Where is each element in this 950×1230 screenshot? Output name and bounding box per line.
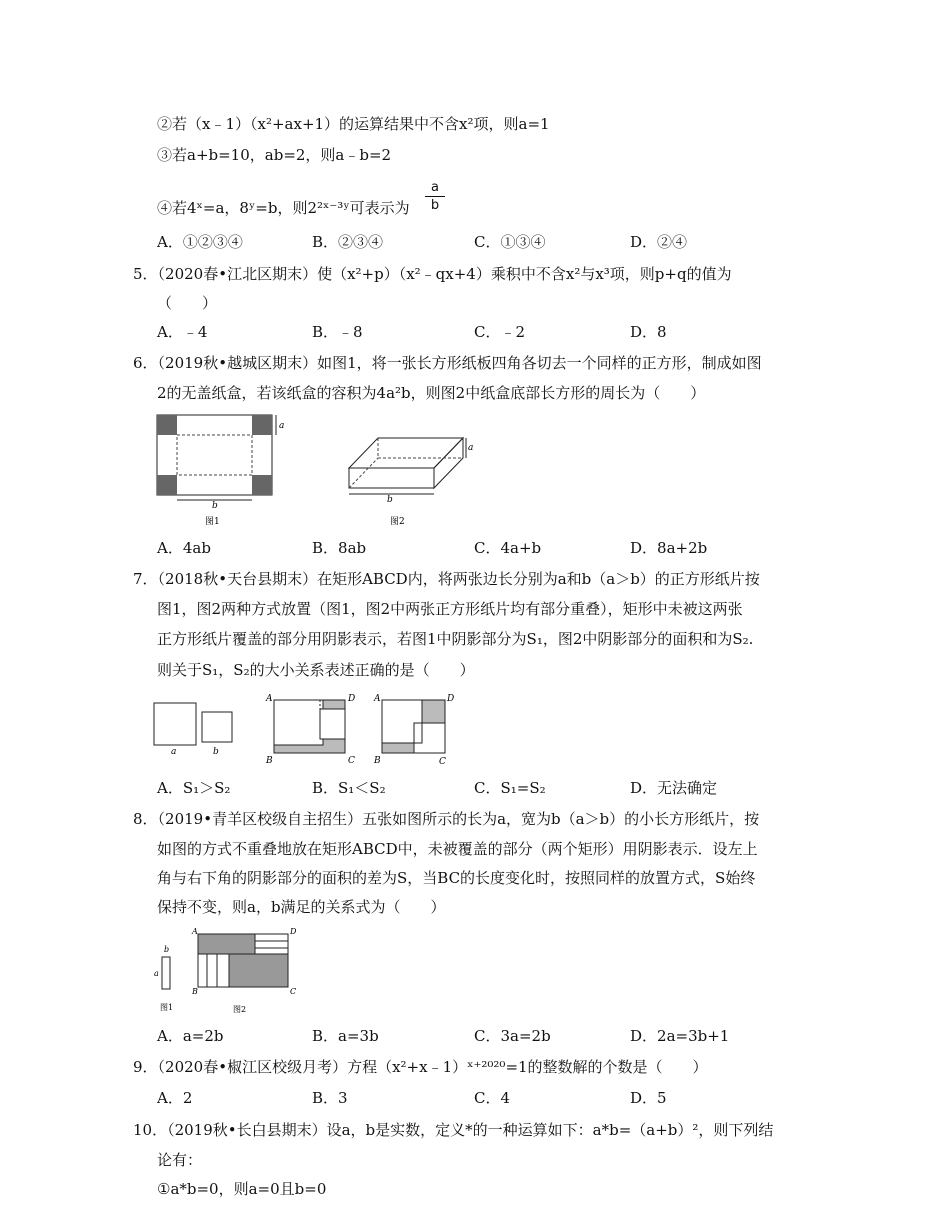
option-d[interactable]: D．8a+2b bbox=[630, 539, 708, 557]
vertex-A: A bbox=[374, 694, 381, 704]
q7-stem-line3: 正方形纸片覆盖的部分用阴影表示，若图1中阴影部分为S₁，图2中阴影部分的面积和为S₂. bbox=[157, 630, 754, 648]
option-a[interactable]: A．4ab bbox=[157, 539, 211, 557]
fraction-denominator: b bbox=[430, 198, 440, 213]
corner-square bbox=[157, 415, 177, 435]
label-b: b bbox=[164, 945, 170, 954]
label-a: a bbox=[279, 421, 285, 431]
shaded-top-left bbox=[198, 934, 255, 954]
q7-stem-line4: 则关于S₁，S₂的大小关系表述正确的是（ ） bbox=[157, 661, 475, 679]
label-a: a bbox=[171, 747, 177, 757]
fraction-numerator: a bbox=[431, 180, 439, 195]
option-c[interactable]: C．①③④ bbox=[474, 233, 546, 251]
fraction-bar bbox=[425, 196, 445, 197]
vertex-C: C bbox=[348, 756, 355, 766]
option-d[interactable]: D．8 bbox=[630, 323, 667, 341]
q8-options bbox=[157, 1026, 857, 1046]
option-c[interactable]: C．4 bbox=[474, 1089, 511, 1107]
q6-options bbox=[157, 538, 857, 558]
q9-options bbox=[157, 1088, 857, 1108]
fig1-caption: 图1 bbox=[205, 517, 220, 527]
q8-stem-line3: 角与右下角的阴影部分的面积的差为S，当BC的长度变化时，按照同样的放置方式，S始终 bbox=[157, 869, 756, 887]
strip bbox=[198, 954, 207, 987]
q5-blank: （ ） bbox=[157, 294, 218, 312]
q6-stem-line1: 6．（2019秋•越城区期末）如图1，将一张长方形纸板四角各切去一个同样的正方形，制成如图 bbox=[133, 354, 762, 372]
vertex-D: D bbox=[447, 694, 455, 704]
q8-figures bbox=[150, 922, 310, 1018]
vertex-B: B bbox=[192, 987, 198, 996]
option-b[interactable]: B．﹣8 bbox=[312, 323, 363, 341]
option-d[interactable]: D．②④ bbox=[630, 233, 688, 251]
q4-item3: ③若a+b=10，ab=2，则a﹣b=2 bbox=[157, 146, 392, 164]
vertex-C: C bbox=[290, 987, 297, 996]
vertex-D: D bbox=[290, 927, 297, 936]
option-b[interactable]: B．3 bbox=[312, 1089, 348, 1107]
label-b: b bbox=[213, 747, 219, 757]
q4-item2: ②若（x﹣1）（x²+ax+1）的运算结果中不含x²项，则a=1 bbox=[157, 115, 550, 133]
q6-figures bbox=[150, 410, 490, 532]
box-front bbox=[349, 468, 434, 488]
q4-item4: ④若4ˣ=a，8ʸ=b，则2²ˣ⁻³ʸ可表示为 bbox=[157, 199, 410, 217]
shaded-strip bbox=[382, 743, 414, 753]
strip bbox=[207, 954, 217, 987]
square-a-fig1 bbox=[274, 700, 323, 745]
q7-stem-line1: 7．（2018秋•天台县期末）在矩形ABCD内，将两张边长分别为a和b（a＞b）的正方形纸片按 bbox=[133, 570, 760, 588]
square-b-fig1 bbox=[320, 709, 345, 739]
q7-options bbox=[157, 778, 857, 798]
q6-stem-line2: 2的无盖纸盒，若该纸盒的容积为4a²b，则图2中纸盒底部长方形的周长为（ ） bbox=[157, 384, 706, 402]
option-b[interactable]: B．S₁＜S₂ bbox=[312, 779, 386, 797]
vertex-B: B bbox=[266, 756, 273, 766]
q10-stem-line2: 论有： bbox=[157, 1151, 203, 1169]
option-b[interactable]: B．a=3b bbox=[312, 1027, 379, 1045]
q8-stem-line4: 保持不变，则a，b满足的关系式为（ ） bbox=[157, 898, 446, 916]
q4-fraction bbox=[425, 180, 445, 213]
box-side bbox=[434, 438, 463, 488]
vertex-C: C bbox=[439, 757, 446, 767]
fold-lines bbox=[177, 435, 252, 475]
q8-stem-line2: 如图的方式不重叠地放在矩形ABCD中，未被覆盖的部分（两个矩形）用阴影表示．设左上 bbox=[157, 840, 758, 858]
q8-stem-line1: 8．（2019•青羊区校级自主招生）五张如图所示的长为a，宽为b（a＞b）的小长方形纸片，按 bbox=[133, 810, 760, 828]
square-a bbox=[154, 703, 196, 745]
strip bbox=[217, 954, 229, 987]
q10-stem-line1: 10．（2019秋•长白县期末）设a，b是实数，定义*的一种运算如下：a*b=（a+b）²，则下列结 bbox=[133, 1121, 774, 1139]
fig1-caption: 图1 bbox=[160, 1003, 174, 1012]
shaded-corner bbox=[422, 700, 445, 723]
q7-stem-line2: 图1，图2两种方式放置（图1，图2中两张正方形纸片均有部分重叠），矩形中未被这两张 bbox=[157, 600, 743, 618]
label-b: b bbox=[387, 495, 393, 505]
label-b: b bbox=[212, 501, 218, 511]
strip bbox=[255, 934, 288, 941]
option-a[interactable]: A．a=2b bbox=[157, 1027, 224, 1045]
option-a[interactable]: A．﹣4 bbox=[157, 323, 208, 341]
option-c[interactable]: C．﹣2 bbox=[474, 323, 526, 341]
option-b[interactable]: B．8ab bbox=[312, 539, 367, 557]
option-d[interactable]: D．2a=3b+1 bbox=[630, 1027, 730, 1045]
hidden-edge bbox=[349, 458, 378, 488]
vertex-D: D bbox=[348, 694, 356, 704]
option-d[interactable]: D．5 bbox=[630, 1089, 667, 1107]
q10-item1: ①a*b=0，则a=0且b=0 bbox=[157, 1180, 327, 1198]
option-c[interactable]: C．3a=2b bbox=[474, 1027, 551, 1045]
option-c[interactable]: C．4a+b bbox=[474, 539, 542, 557]
strip bbox=[255, 948, 288, 954]
vertex-B: B bbox=[374, 756, 381, 766]
corner-square bbox=[157, 475, 177, 495]
label-a: a bbox=[468, 443, 474, 453]
corner-square bbox=[252, 475, 272, 495]
shaded-bottom-right bbox=[229, 954, 288, 987]
option-d[interactable]: D．无法确定 bbox=[630, 779, 718, 797]
q5-options bbox=[157, 322, 857, 342]
strip bbox=[255, 941, 288, 948]
q7-figures bbox=[150, 688, 470, 770]
fig2-caption: 图2 bbox=[390, 517, 405, 527]
label-a: a bbox=[154, 969, 159, 978]
q4-options bbox=[157, 232, 857, 252]
box-top bbox=[349, 438, 463, 468]
q5-stem: 5．（2020春•江北区期末）使（x²+p）（x²﹣qx+4）乘积中不含x²与x³项，则p+q的值为 bbox=[133, 265, 732, 283]
option-b[interactable]: B．②③④ bbox=[312, 233, 384, 251]
vertex-A: A bbox=[266, 694, 273, 704]
option-c[interactable]: C．S₁=S₂ bbox=[474, 779, 546, 797]
q9-stem: 9．（2020春•椒江区校级月考）方程（x²+x﹣1）ˣ⁺²⁰²⁰=1的整数解的个数是（ ） bbox=[133, 1058, 708, 1076]
small-rectangle bbox=[162, 957, 170, 989]
option-a[interactable]: A．S₁＞S₂ bbox=[157, 779, 231, 797]
option-a[interactable]: A．①②③④ bbox=[157, 233, 243, 251]
option-a[interactable]: A．2 bbox=[157, 1089, 193, 1107]
square-b bbox=[202, 712, 232, 742]
vertex-A: A bbox=[192, 927, 198, 936]
corner-square bbox=[252, 415, 272, 435]
fig2-caption: 图2 bbox=[233, 1005, 247, 1014]
